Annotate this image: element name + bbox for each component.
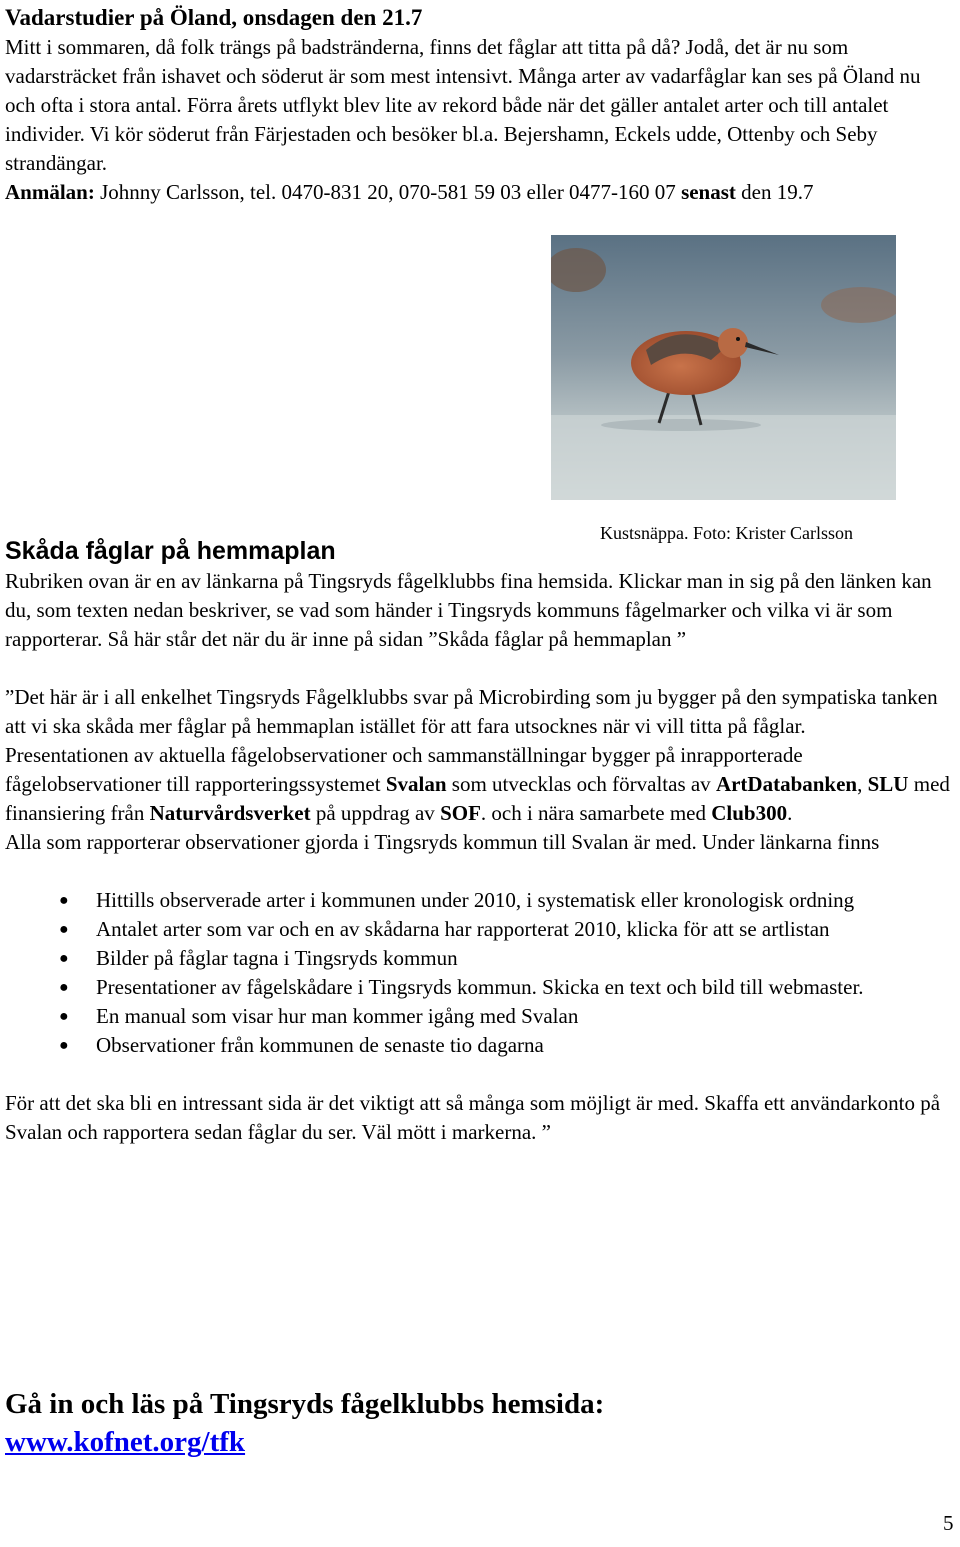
list-item	[5, 886, 950, 915]
spacer	[5, 654, 950, 683]
article-title-oland: Vadarstudier på Öland, onsdagen den 21.7	[5, 5, 423, 30]
signup-deadline-label: senast	[681, 180, 736, 204]
quote2-text-g: .	[787, 801, 793, 825]
bird-eye	[736, 337, 740, 341]
list-item	[5, 1031, 950, 1060]
list-item-text: En manual som visar hur man kommer igång med Svalan	[96, 1004, 579, 1028]
quote2-text-f: . och i nära samarbete med	[480, 801, 712, 825]
photo-caption: Kustsnäppa. Foto: Krister Carlsson	[600, 523, 853, 543]
signup-deadline-text: den 19.7	[735, 180, 814, 204]
quote-paragraph-1: ”Det här är i all enkelhet Tingsryds Fågelklubbs svar på Microbirding som ju bygger på den sympatiska tanken att vi ska skåda mer fåglar på hemmaplan istället för att fara utsocknes när vi vill titta på fåglar.	[5, 685, 938, 738]
club300-term: Club300	[711, 801, 788, 825]
club-website-link[interactable]: www.kofnet.org/tfk	[5, 1426, 246, 1458]
bullet-icon: ●	[59, 892, 69, 909]
list-item-text: Hittills observerade arter i kommunen under 2010, i systematisk eller kronologisk ordning	[96, 888, 855, 912]
closing-paragraph: För att det ska bli en intressant sida är det viktigt att så många som möjligt är med. Skaffa ett användarkonto på Svalan och rapportera sedan fåglar du ser. Väl mött i markerna. ”	[5, 1091, 941, 1144]
article-title-hemmaplan: Skåda fåglar på hemmaplan	[5, 537, 336, 565]
call-to-action	[5, 1385, 604, 1461]
svalan-term: Svalan	[385, 772, 447, 796]
article-body-hemmaplan	[5, 567, 950, 1147]
bullet-icon: ●	[59, 950, 69, 967]
bullet-icon: ●	[59, 979, 69, 996]
signup-label: Anmälan:	[5, 180, 95, 204]
quote2-text-a: Presentationen av aktuella fågelobservationer och sammanställningar bygger på inrapporterade fågelobservationer till rapporteringssystemet	[5, 743, 803, 796]
signup-text: Johnny Carlsson, tel. 0470-831 20, 070-581 59 03 eller 0477-160 07	[94, 180, 682, 204]
quote2-text-c: ,	[857, 772, 868, 796]
list-item	[5, 1002, 950, 1031]
bullet-icon: ●	[59, 1037, 69, 1054]
list-item	[5, 944, 950, 973]
quote-paragraph-2	[5, 741, 950, 828]
photo-reflection	[601, 419, 761, 431]
spacer	[5, 1060, 950, 1089]
list-item	[5, 973, 950, 1002]
bullet-icon: ●	[59, 1008, 69, 1025]
bird-photo	[551, 235, 896, 500]
bullet-icon: ●	[59, 921, 69, 938]
slu-term: SLU	[867, 772, 909, 796]
page-number: 5	[943, 1511, 954, 1535]
artdatabanken-term: ArtDatabanken	[715, 772, 858, 796]
quote-paragraph-3: Alla som rapporterar observationer gjorda i Tingsryds kommun till Svalan är med. Under länkarna finns	[5, 830, 880, 854]
list-item-text: Bilder på fåglar tagna i Tingsryds kommun	[96, 946, 458, 970]
feature-list	[5, 886, 950, 1060]
list-item-text: Antalet arter som var och en av skådarna har rapporterat 2010, klicka för att se artlistan	[96, 917, 830, 941]
cta-heading: Gå in och läs på Tingsryds fågelklubbs hemsida:	[5, 1388, 605, 1420]
quote2-text-e: på uppdrag av	[310, 801, 441, 825]
spacer	[5, 857, 950, 886]
naturvardsverket-term: Naturvårdsverket	[149, 801, 311, 825]
sof-term: SOF	[440, 801, 481, 825]
list-item-text: Presentationer av fågelskådare i Tingsryds kommun. Skicka en text och bild till webmaster.	[96, 975, 864, 999]
bird-head	[718, 328, 748, 358]
intro-paragraph: Mitt i sommaren, då folk trängs på badstränderna, finns det fåglar att titta på då? Jodå, det är nu som vadarsträcket från ishavet och söderut är som mest intensivt. Många arter av vadarfåglar kan ses på Öland nu och ofta i stora antal. Förra årets utflykt blev lite av rekord både när det gäller antalet arter och till antalet individer. Vi kör söderut från Färjestaden och besöker bl.a. Bejershamn, Eckels udde, Ottenby och Seby strandängar.	[5, 35, 921, 175]
list-item	[5, 915, 950, 944]
hemmaplan-intro: Rubriken ovan är en av länkarna på Tingsryds fågelklubbs fina hemsida. Klickar man in sig på den länken kan du, som texten nedan beskriver, se vad som händer i Tingsryds kommuns fågelmarker och vilka vi är som rapporterar. Så här står det när du är inne på sidan ”Skåda fåglar på hemmaplan ”	[5, 569, 932, 651]
article-intro-oland	[5, 33, 945, 207]
list-item-text: Observationer från kommunen de senaste tio dagarna	[96, 1033, 544, 1057]
quote2-text-b: som utvecklas och förvaltas av	[446, 772, 716, 796]
quote2-text-d: med finansiering från	[5, 772, 950, 825]
